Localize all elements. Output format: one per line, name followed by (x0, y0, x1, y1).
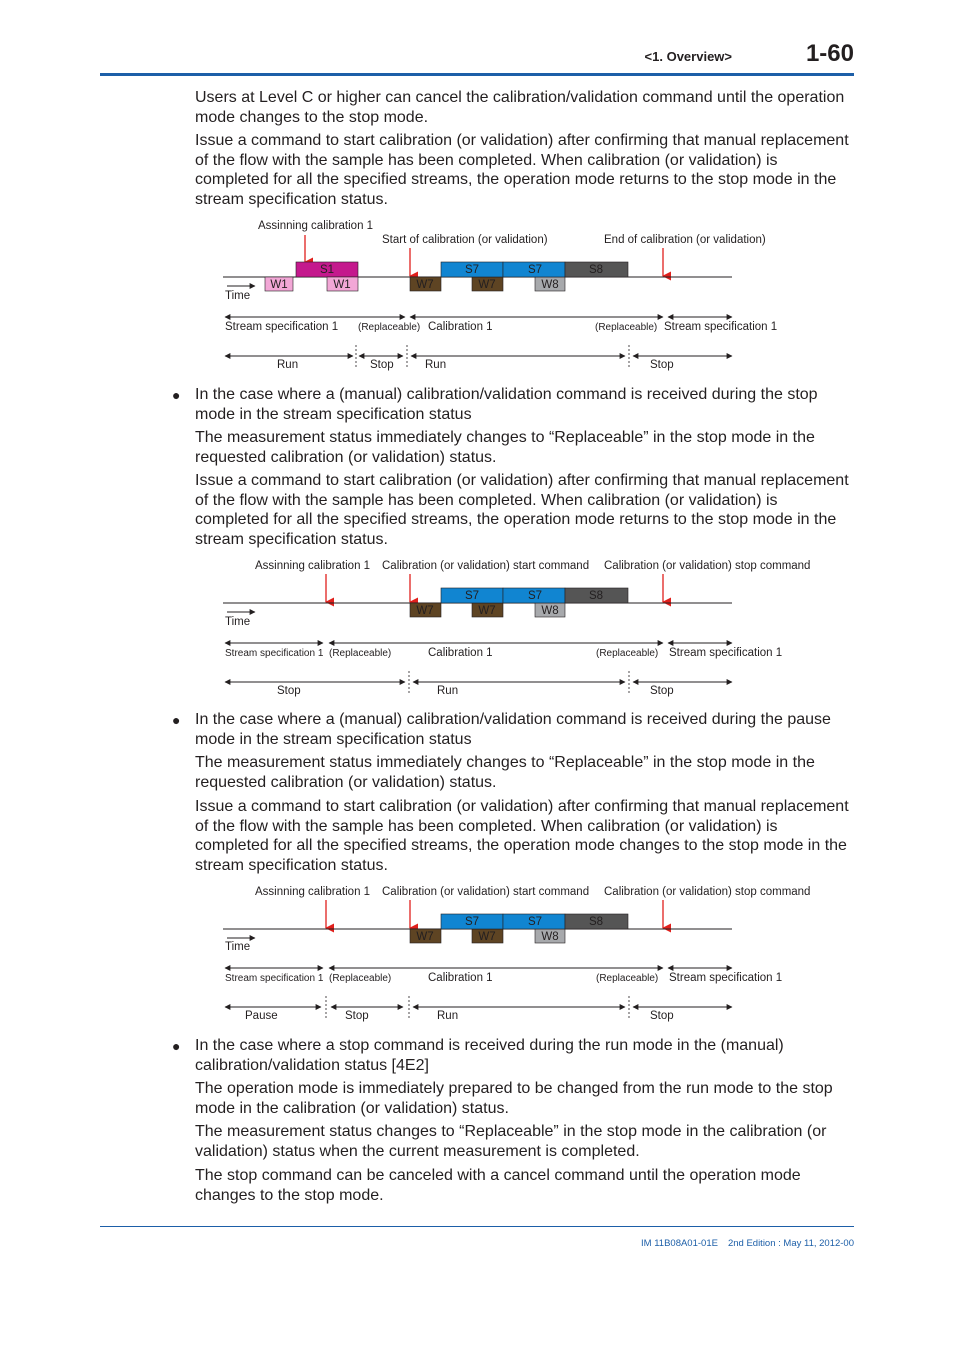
diagram3-end: Calibration (or validation) stop command (604, 886, 811, 898)
diagram1-mode-d: Stop (650, 359, 674, 371)
diagram1-boxes-s1: S1 (319, 264, 335, 276)
bullet-3: ● (172, 712, 181, 728)
section4-heading: In the case where a stop command is received during the run mode in the (manual) calibration/validation status [4E2] (195, 1037, 784, 1074)
diagram3-status-d: (Replaceable) (596, 973, 659, 984)
diagram1-status-b: (Replaceable) (358, 322, 421, 333)
timing-diagram-3-svg (215, 876, 815, 1046)
start-label: Start of calibration (or validation) (382, 234, 548, 246)
diagram3-boxes-s7a: S7 (464, 916, 480, 928)
section2-paragraph-1: The measurement status immediately changes to “Replaceable” in the stop mode in the requested calibration (or validation) status. (195, 429, 815, 466)
intro-paragraph-1: Users at Level C or higher can cancel the calibration/validation command until the operation mode changes to the stop mode. (195, 89, 845, 126)
diagram3-boxes-w7a: W7 (416, 931, 434, 943)
diagram2-status-e: Stream specification 1 (669, 647, 783, 659)
diagram2-mode-a: Stop (277, 685, 301, 697)
diagram1-mode-b: Stop (370, 359, 394, 371)
diagram2-end: Calibration (or validation) stop command (604, 560, 811, 572)
diagram3-start: Calibration (or validation) start command (382, 886, 590, 898)
diagram2-boxes-s7b: S7 (527, 590, 543, 602)
diagram2-boxes-w8: W8 (541, 605, 559, 617)
diagram3-assign: Assinning calibration 1 (255, 886, 371, 898)
section3-heading: In the case where a (manual) calibration/validation command is received during the pause mode in the stream specification status (195, 711, 831, 748)
diagram3-mode-a: Pause (245, 1010, 278, 1022)
diagram2-mode-c: Stop (650, 685, 674, 697)
diagram1-boxes-w1b: W1 (333, 279, 351, 291)
diagram3-status-a: Stream specification 1 (225, 973, 324, 984)
diagram3-boxes-s8: S8 (588, 916, 604, 928)
diagram2-assign: Assinning calibration 1 (255, 560, 371, 572)
diagram1-mode-c: Run (425, 359, 447, 371)
diagram1-status-c: Calibration 1 (428, 321, 493, 333)
diagram2-time: Time (225, 616, 251, 628)
diagram2-mode-b: Run (437, 685, 459, 697)
diagram1-boxes-s8: S8 (588, 264, 604, 276)
section2-heading: In the case where a (manual) calibration/validation command is received during the stop mode in the stream specification status (195, 386, 818, 423)
diagram1-boxes-w7b: W7 (478, 279, 496, 291)
footer-rule (100, 1226, 854, 1227)
diagram1-boxes-s7b: S7 (527, 264, 543, 276)
diagram2-boxes-s7a: S7 (464, 590, 480, 602)
doc-id: IM 11B08A01-01E (641, 1238, 718, 1249)
diagram3-status-b: (Replaceable) (329, 973, 392, 984)
diagram3-boxes-w7b: W7 (478, 931, 496, 943)
timing-diagram-1-svg (215, 210, 815, 380)
section3-paragraph-1: The measurement status immediately changes to “Replaceable” in the stop mode in the requested calibration (or validation) status. (195, 754, 815, 791)
diagram3-mode-d: Stop (650, 1010, 674, 1022)
diagram3-status-c: Calibration 1 (428, 972, 493, 984)
diagram2-boxes-w7a: W7 (416, 605, 434, 617)
diagram2-status-b: (Replaceable) (329, 648, 392, 659)
diagram2-status-c: Calibration 1 (428, 647, 493, 659)
diagram1-boxes-w7a: W7 (416, 279, 434, 291)
diagram3-mode-b: Stop (345, 1010, 369, 1022)
diagram1-status-d: (Replaceable) (595, 322, 658, 333)
end-label: End of calibration (or validation) (604, 234, 766, 246)
diagram3-boxes-s7b: S7 (527, 916, 543, 928)
section4-paragraph-3: The stop command can be canceled with a cancel command until the operation mode changes to the stop mode. (195, 1167, 801, 1204)
time-label: Time (225, 290, 251, 302)
bullet-2: ● (172, 387, 181, 403)
diagram2-boxes-s8: S8 (588, 590, 604, 602)
diagram1-boxes-s7a: S7 (464, 264, 480, 276)
section3-paragraph-2: Issue a command to start calibration (or validation) after confirming that manual replacement of the flow with the sample has been completed. When calibration (or validation) is completed for all the specified streams, the operation mode changes to the stop mode in the stream specification status. (195, 798, 849, 874)
footer (560, 1238, 854, 1249)
page-number: 1-60 (805, 40, 854, 67)
diagram2-status-d: (Replaceable) (596, 648, 659, 659)
section4-paragraph-1: The operation mode is immediately prepared to be changed from the run mode to the stop mode in the calibration (or validation) status. (195, 1080, 833, 1117)
diagram1-boxes-w1a: W1 (270, 279, 288, 291)
diagram1-status-a: Stream specification 1 (225, 321, 339, 333)
diagram2-status-a: Stream specification 1 (225, 648, 324, 659)
assign-label: Assinning calibration 1 (258, 220, 374, 232)
intro-paragraph-2: Issue a command to start calibration (or validation) after confirming that manual replacement of the flow with the sample has been completed. When calibration (or validation) is completed for all the specified streams, the operation mode returns to the stop mode in the stream specification status. (195, 132, 849, 208)
diagram3-time: Time (225, 941, 251, 953)
diagram2-start: Calibration (or validation) start command (382, 560, 590, 572)
diagram1-status-e: Stream specification 1 (664, 321, 778, 333)
diagram1-boxes-w8: W8 (541, 279, 559, 291)
diagram2-boxes-w7b: W7 (478, 605, 496, 617)
header-rule (100, 73, 854, 76)
bullet-4: ● (172, 1038, 181, 1054)
timing-diagram-2-svg (215, 550, 815, 720)
diagram3-mode-c: Run (437, 1010, 459, 1022)
section2-paragraph-2: Issue a command to start calibration (or validation) after confirming that manual replacement of the flow with the sample has been completed. When calibration (or validation) is completed for all the specified streams, the operation mode returns to the stop mode in the stream specification status. (195, 472, 849, 548)
section4-paragraph-2: The measurement status changes to “Replaceable” in the stop mode in the calibration (or validation) status when the current measurement is completed. (195, 1123, 827, 1160)
section-label: <1. Overview> (644, 49, 732, 64)
diagram3-boxes-w8: W8 (541, 931, 559, 943)
diagram3-status-e: Stream specification 1 (669, 972, 783, 984)
diagram1-mode-a: Run (277, 359, 299, 371)
edition: 2nd Edition : May 11, 2012-00 (727, 1238, 854, 1249)
